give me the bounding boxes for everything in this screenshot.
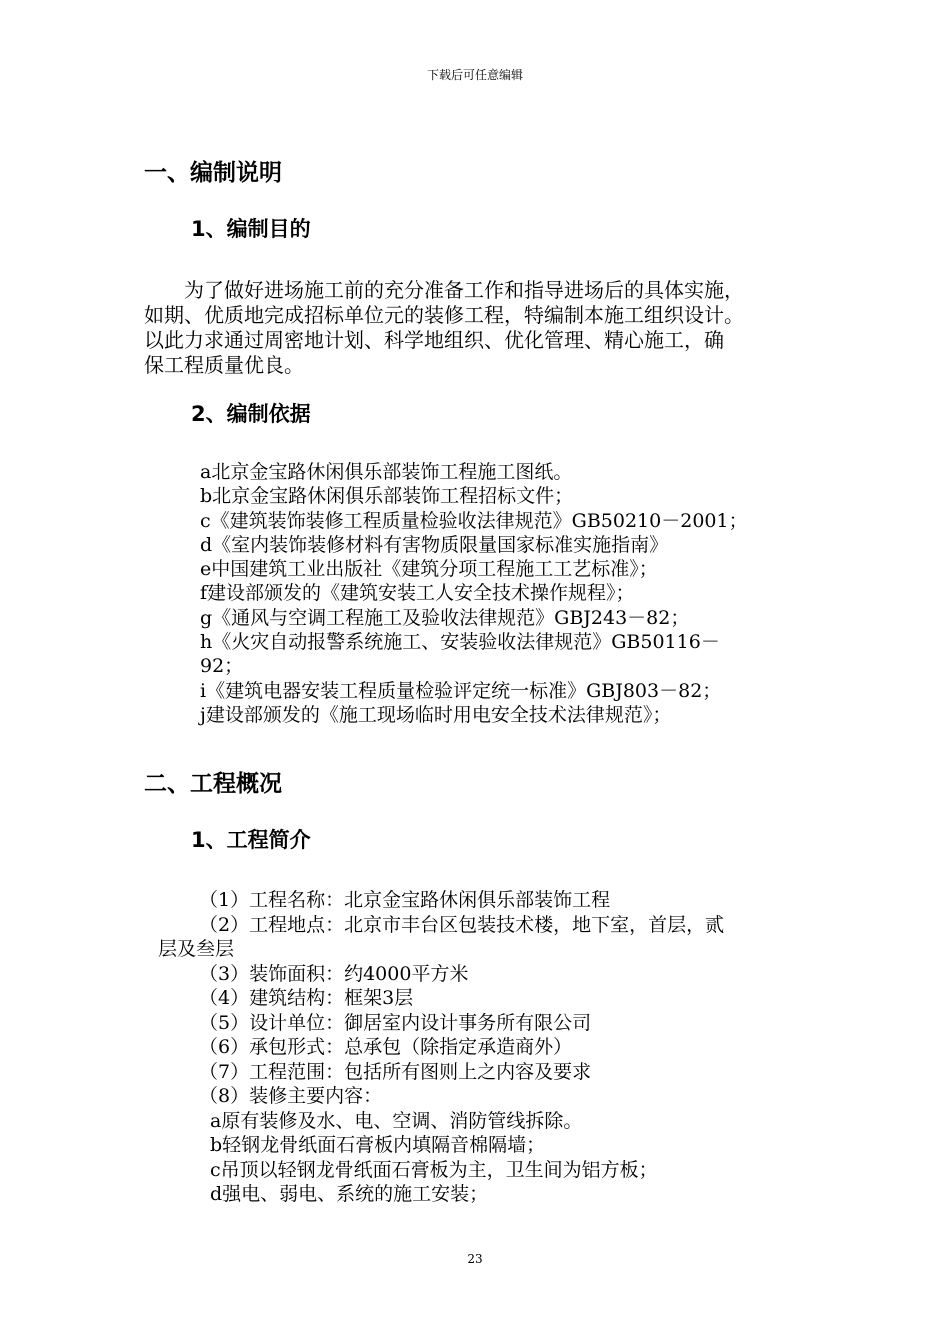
section-2-1-heading: 1、工程简介 <box>191 828 311 852</box>
section-2-heading: 二、工程概况 <box>144 771 282 797</box>
list-item: f建设部颁发的《建筑安装工人安全技术操作规程》； <box>200 582 635 605</box>
paragraph-line: 如期、优质地完成招标单位元的装修工程，特编制本施工组织设计。 <box>144 303 744 327</box>
content-item: a原有装修及水、电、空调、消防管线拆除。 <box>210 1109 583 1132</box>
list-item: a北京金宝路休闲俱乐部装饰工程施工图纸。 <box>200 461 573 483</box>
info-item-location-cont: 层及叁层 <box>158 938 235 960</box>
info-item-content: （8）装修主要内容： <box>199 1085 383 1107</box>
info-item-scope: （7）工程范围：包括所有图则上之内容及要求 <box>199 1060 592 1083</box>
page-header: 下载后可任意编辑 <box>426 68 523 82</box>
info-item-designer: （5）设计单位：御居室内设计事务所有限公司 <box>199 1011 592 1034</box>
section-1-2-heading: 2、编制依据 <box>191 402 311 426</box>
list-item: b北京金宝路休闲俱乐部装饰工程招标文件； <box>200 485 574 508</box>
info-item-contract: （6）承包形式：总承包（除指定承造商外） <box>199 1036 573 1058</box>
list-item: h《火灾自动报警系统施工、安装验收法律规范》GB50116－ <box>200 631 720 654</box>
paragraph-line: 保工程质量优良。 <box>144 353 304 377</box>
info-item-name: （1）工程名称：北京金宝路休闲俱乐部装饰工程 <box>199 889 611 911</box>
paragraph-line: 为了做好进场施工前的充分准备工作和指导进场后的具体实施， <box>144 278 744 302</box>
page-number: 23 <box>467 1252 483 1266</box>
section-1-heading: 一、编制说明 <box>144 160 282 186</box>
info-item-structure: （4）建筑结构：框架3层 <box>199 987 414 1009</box>
purpose-paragraph <box>144 278 744 378</box>
list-item: c《建筑装饰装修工程质量检验收法律规范》GB50210－2001； <box>200 509 748 532</box>
list-item: j建设部颁发的《施工现场临时用电安全技术法律规范》； <box>200 703 672 726</box>
content-item: d强电、弱电、系统的施工安装； <box>210 1183 489 1205</box>
list-item: i《建筑电器安装工程质量检验评定统一标准》GBJ803－82； <box>200 679 722 702</box>
info-item-area: （3）装饰面积：约4000平方米 <box>199 962 469 985</box>
basis-list <box>200 460 748 727</box>
list-item: 92； <box>200 655 244 678</box>
project-info-list <box>158 888 725 1207</box>
content-item: c吊顶以轻钢龙骨纸面石膏板为主，卫生间为铝方板； <box>210 1158 658 1181</box>
list-item: d《室内装饰装修材料有害物质限量国家标准实施指南》 <box>200 533 669 556</box>
list-item: g《通风与空调工程施工及验收法律规范》GBJ243－82； <box>200 606 690 629</box>
list-item: e中国建筑工业出版社《建筑分项工程施工工艺标准》； <box>200 558 658 581</box>
paragraph-line: 以此力求通过周密地计划、科学地组织、优化管理、精心施工，确 <box>144 328 724 352</box>
content-item: b轻钢龙骨纸面石膏板内填隔音棉隔墙； <box>210 1134 546 1156</box>
section-1-1-heading: 1、编制目的 <box>191 217 311 241</box>
info-item-location: （2）工程地点：北京市丰台区包装技术楼，地下室，首层，贰 <box>199 913 725 936</box>
